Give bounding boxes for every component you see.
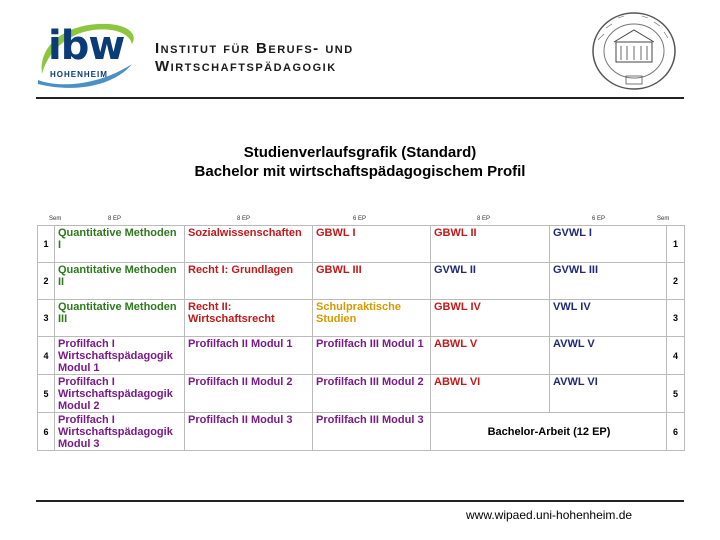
ibw-logo (28, 14, 140, 94)
logo-word: ibw (48, 23, 125, 69)
module-cell: ABWL V (431, 337, 550, 375)
semester-number: 3 (38, 300, 55, 337)
module-cell: Profilfach I Wirtschaftspädagogik Modul 3 (55, 413, 185, 451)
institute-line-1: Institut für Berufs- und (155, 40, 354, 57)
module-cell: AVWL VI (550, 375, 667, 413)
module-cell: Quantitative Methoden I (55, 226, 185, 263)
semester-number: 1 (38, 226, 55, 263)
table-row (38, 375, 685, 413)
header-divider (36, 97, 684, 99)
table-row (38, 337, 685, 375)
col-header-sem-right: Sem (657, 216, 670, 222)
col-header-ep-5: 6 EP (592, 216, 606, 222)
module-cell: Profilfach II Modul 2 (185, 375, 313, 413)
footer-divider (36, 500, 684, 502)
table-row (38, 263, 685, 300)
semester-number: 5 (667, 375, 685, 413)
module-cell: AVWL V (550, 337, 667, 375)
col-header-ep-1: 8 EP (108, 216, 122, 222)
module-cell: Schulpraktische Studien (313, 300, 431, 337)
semester-number: 1 (667, 226, 685, 263)
module-cell: Profilfach I Wirtschaftspädagogik Modul 1 (55, 337, 185, 375)
semester-number: 4 (667, 337, 685, 375)
module-cell: GBWL IV (431, 300, 550, 337)
module-cell: Recht II: Wirtschaftsrecht (185, 300, 313, 337)
module-cell: GBWL II (431, 226, 550, 263)
module-cell: GVWL II (431, 263, 550, 300)
module-cell: Recht I: Grundlagen (185, 263, 313, 300)
semester-number: 3 (667, 300, 685, 337)
semester-number: 2 (38, 263, 55, 300)
semester-number: 4 (38, 337, 55, 375)
module-cell: Profilfach II Modul 3 (185, 413, 313, 451)
table-row (38, 413, 685, 451)
col-header-ep-3: 6 EP (353, 216, 367, 222)
study-plan-table (37, 225, 685, 451)
logo-subtext: HOHENHEIM (50, 70, 108, 79)
module-cell: Profilfach I Wirtschaftspädagogik Modul 2 (55, 375, 185, 413)
module-cell: GBWL I (313, 226, 431, 263)
semester-number: 6 (667, 413, 685, 451)
footer-url[interactable]: www.wipaed.uni-hohenheim.de (466, 508, 633, 522)
table-row (38, 300, 685, 337)
col-header-sem-left: Sem (49, 216, 62, 222)
institute-name (155, 40, 354, 76)
module-cell: Profilfach III Modul 1 (313, 337, 431, 375)
bachelor-thesis-cell: Bachelor-Arbeit (12 EP) (431, 413, 667, 451)
col-header-ep-2: 8 EP (237, 216, 251, 222)
page-title: Studienverlaufsgrafik (Standard) (243, 144, 477, 161)
module-cell: GVWL I (550, 226, 667, 263)
module-cell: Profilfach III Modul 2 (313, 375, 431, 413)
col-header-ep-4: 8 EP (477, 216, 491, 222)
module-cell: GVWL III (550, 263, 667, 300)
semester-number: 5 (38, 375, 55, 413)
module-cell: Quantitative Methoden III (55, 300, 185, 337)
table-row (38, 226, 685, 263)
module-cell: Profilfach III Modul 3 (313, 413, 431, 451)
page-subtitle: Bachelor mit wirtschaftspädagogischem Profil (194, 163, 526, 180)
institute-line-2: Wirtschaftspädagogik (155, 58, 337, 75)
module-cell: Profilfach II Modul 1 (185, 337, 313, 375)
module-cell: Sozialwissenschaften (185, 226, 313, 263)
module-cell: GBWL III (313, 263, 431, 300)
module-cell: Quantitative Methoden II (55, 263, 185, 300)
semester-number: 6 (38, 413, 55, 451)
module-cell: ABWL VI (431, 375, 550, 413)
university-seal-icon (590, 10, 678, 92)
semester-number: 2 (667, 263, 685, 300)
module-cell: VWL IV (550, 300, 667, 337)
